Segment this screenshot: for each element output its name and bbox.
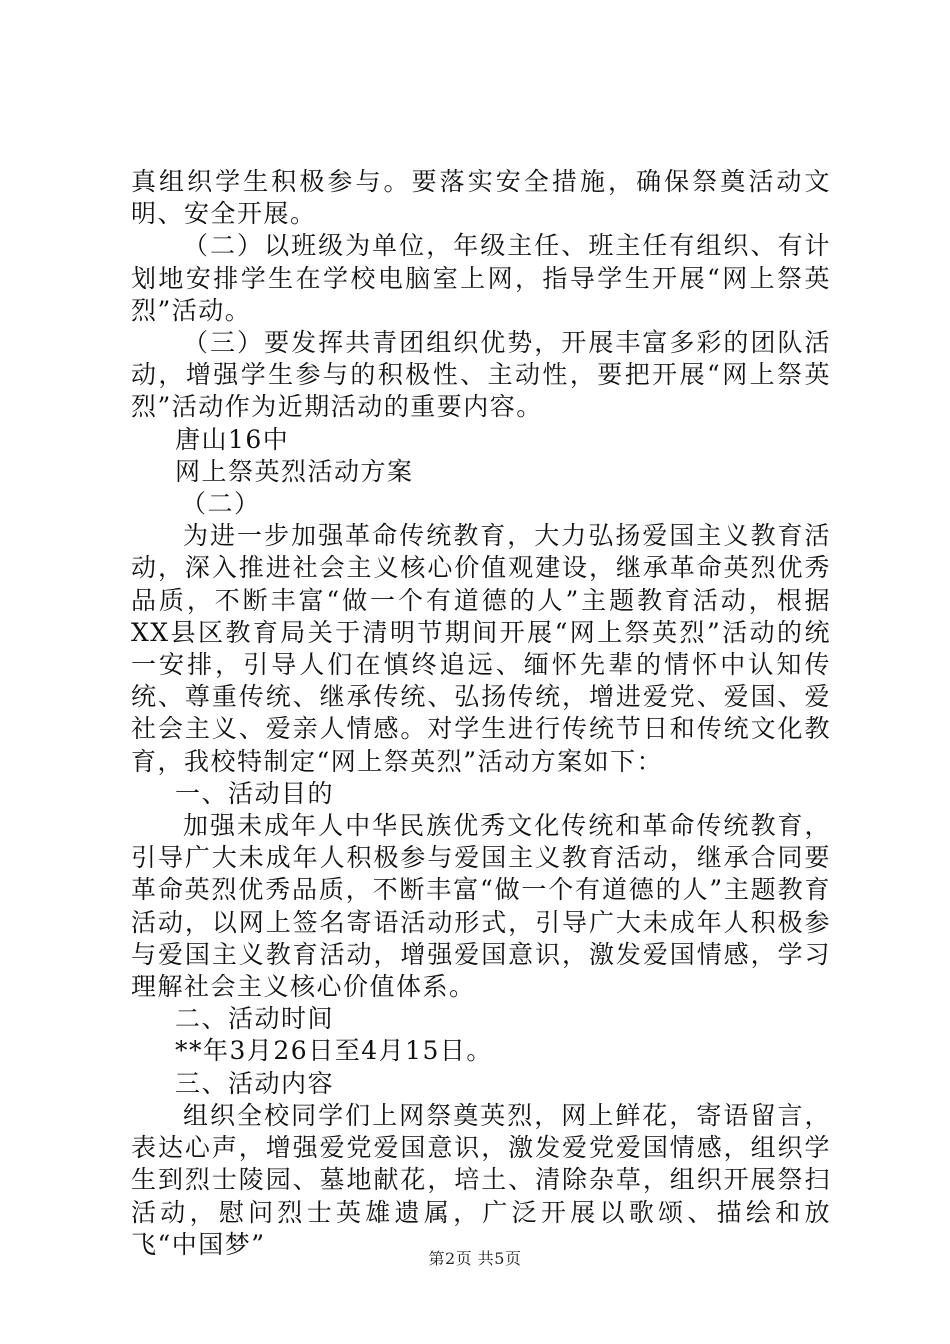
paragraph-item-three: （三）要发挥共青团组织优势，开展丰富多彩的团队活动，增强学生参与的积极性、主动性，要把开展“网上祭英烈”活动作为近期活动的重要内容。 [131,328,831,422]
section-heading-time: 二、活动时间 [175,1004,335,1034]
paragraph-time: **年3月26日至4月15日。 [175,1036,493,1066]
section-heading-content: 三、活动内容 [175,1068,335,1098]
page-number-footer: 第2页 共5页 [428,1249,522,1268]
paragraph-purpose: 加强未成年人中华民族优秀文化传统和革命传统教育，引导广大未成年人积极参与爱国主义教育活动，继承合同要革命英烈优秀品质，不断丰富“做一个有道德的人”主题教育活动，以网上签名寄语活动形式，引导广大未成年人积极参与爱国主义教育活动，增强爱国意识，激发爱国情感，学习理解社会主义核心价值体系。 [131,811,831,1002]
plan-subtitle: （二） [181,489,261,519]
paragraph-intro: 为进一步加强革命传统教育，大力弘扬爱国主义教育活动，深入推进社会主义核心价值观建设，继承革命英烈优秀品质，不断丰富“做一个有道德的人”主题教育活动，根据XX县区教育局关于清明节期间开展“网上祭英烈”活动的统一安排，引导人们在慎终追远、缅怀先辈的情怀中认知传统、尊重传统、继承传统、弘扬传统，增进爱党、爱国、爱社会主义、爱亲人情感。对学生进行传统节日和传统文化教育，我校特制定“网上祭英烈”活动方案如下： [131,521,831,776]
section-heading-purpose: 一、活动目的 [175,778,335,808]
school-name: 唐山16中 [175,424,290,454]
plan-title: 网上祭英烈活动方案 [175,456,414,486]
paragraph-content: 组织全校同学们上网祭奠英烈，网上鲜花，寄语留言，表达心声，增强爱党爱国意识，激发爱党爱国情感，组织学生到烈士陵园、墓地献花，培土、清除杂草，组织开展祭扫活动，慰问烈士英雄遗属，广泛开展以歌颂、描绘和放飞“中国梦” [131,1100,831,1259]
paragraph-item-two: （二）以班级为单位，年级主任、班主任有组织、有计划地安排学生在学校电脑室上网，指导学生开展“网上祭英烈”活动。 [131,231,831,325]
document-body [131,166,831,1261]
paragraph-continuation: 真组织学生积极参与。要落实安全措施，确保祭奠活动文明、安全开展。 [131,167,831,229]
